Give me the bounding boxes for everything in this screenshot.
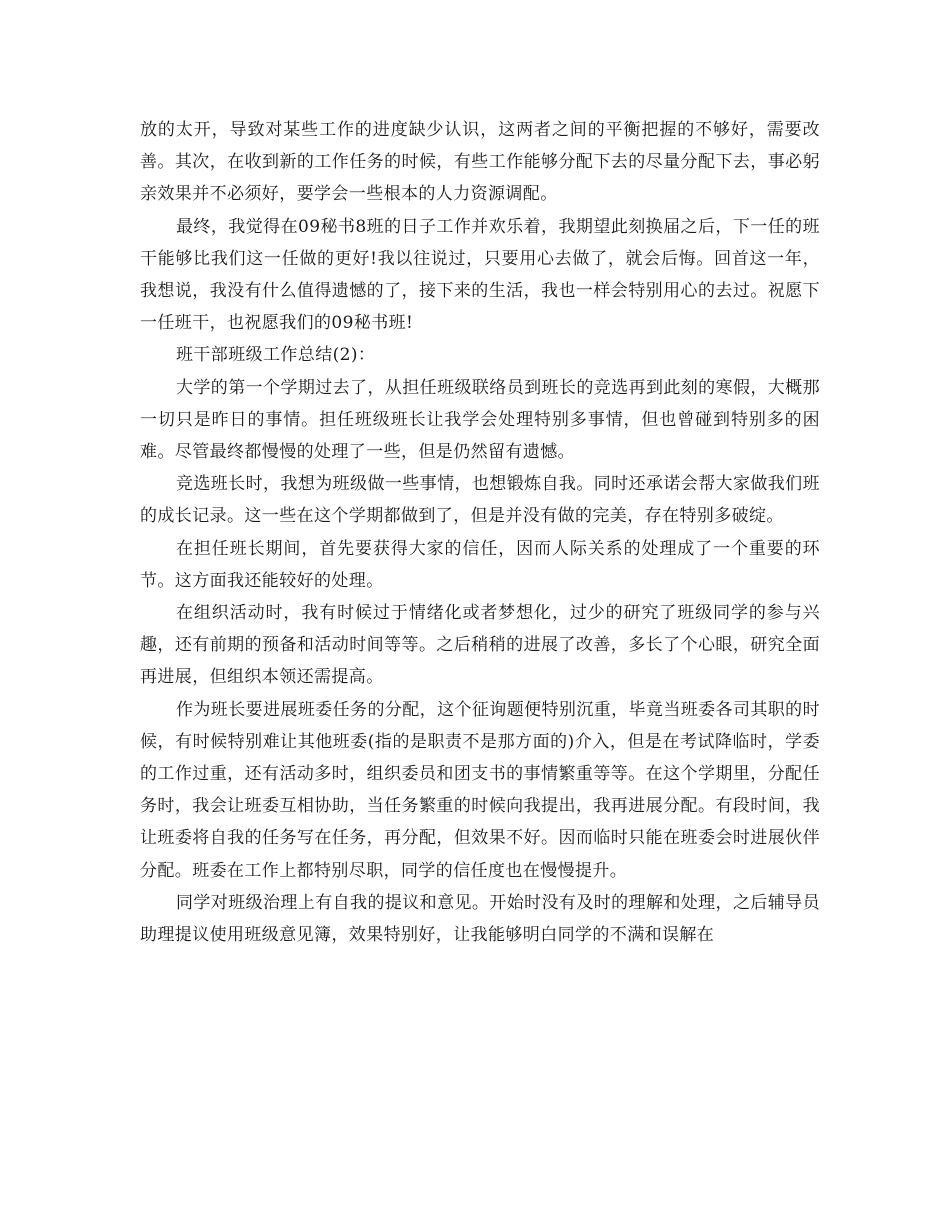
paragraph: 最终，我觉得在09秘书8班的日子工作并欢乐着，我期望此刻换届之后，下一任的班干能够比我们这一任做的更好!我以往说过，只要用心去做了，就会后悔。回首这一年，我想说，我没有什么值得遗憾的了，接下来的生活，我也一样会特别用心的去过。祝愿下一任班干，也祝愿我们的09秘书班!: [140, 216, 820, 334]
document-page: [140, 114, 820, 951]
section-heading: 班干部班级工作总结(2)：: [176, 345, 376, 366]
paragraph: 大学的第一个学期过去了，从担任班级联络员到班长的竞选再到此刻的寒假，大概那一切只是昨日的事情。担任班级班长让我学会处理特别多事情，但也曾碰到特别多的困难。尽管最终都慢慢的处理了一些，但是仍然留有遗憾。: [140, 377, 820, 463]
paragraph: 在担任班长期间，首先要获得大家的信任，因而人际关系的处理成了一个重要的环节。这方面我还能较好的处理。: [140, 538, 820, 591]
paragraph: 作为班长要进展班委任务的分配，这个征询题便特别沉重，毕竟当班委各司其职的时候，有时候特别难让其他班委(指的是职责不是那方面的)介入，但是在考试降临时，学委的工作过重，还有活动多时，组织委员和团支书的事情繁重等等。在这个学期里，分配任务时，我会让班委互相协助，当任务繁重的时候向我提出，我再进展分配。有段时间，我让班委将自我的任务写在任务，再分配，但效果不好。因而临时只能在班委会时进展伙伴分配。班委在工作上都特别尽职，同学的信任度也在慢慢提升。: [140, 699, 820, 881]
paragraph: 在组织活动时，我有时候过于情绪化或者梦想化，过少的研究了班级同学的参与兴趣，还有前期的预备和活动时间等等。之后稍稍的进展了改善，多长了个心眼，研究全面再进展，但组织本领还需提高。: [140, 603, 820, 688]
paragraph: 竞选班长时，我想为班级做一些事情，也想锻炼自我。同时还承诺会帮大家做我们班的成长记录。这一些在这个学期都做到了，但是并没有做的完美，存在特别多破绽。: [140, 474, 820, 527]
paragraph: 同学对班级治理上有自我的提议和意见。开始时没有及时的理解和处理，之后辅导员助理提议使用班级意见簿，效果特别好，让我能够明白同学的不满和误解在: [140, 892, 820, 946]
paragraph: 放的太开，导致对某些工作的进度缺少认识，这两者之间的平衡把握的不够好，需要改善。其次，在收到新的工作任务的时候，有些工作能够分配下去的尽量分配下去，事必躬亲效果并不必须好，要学会一些根本的人力资源调配。: [140, 120, 820, 205]
